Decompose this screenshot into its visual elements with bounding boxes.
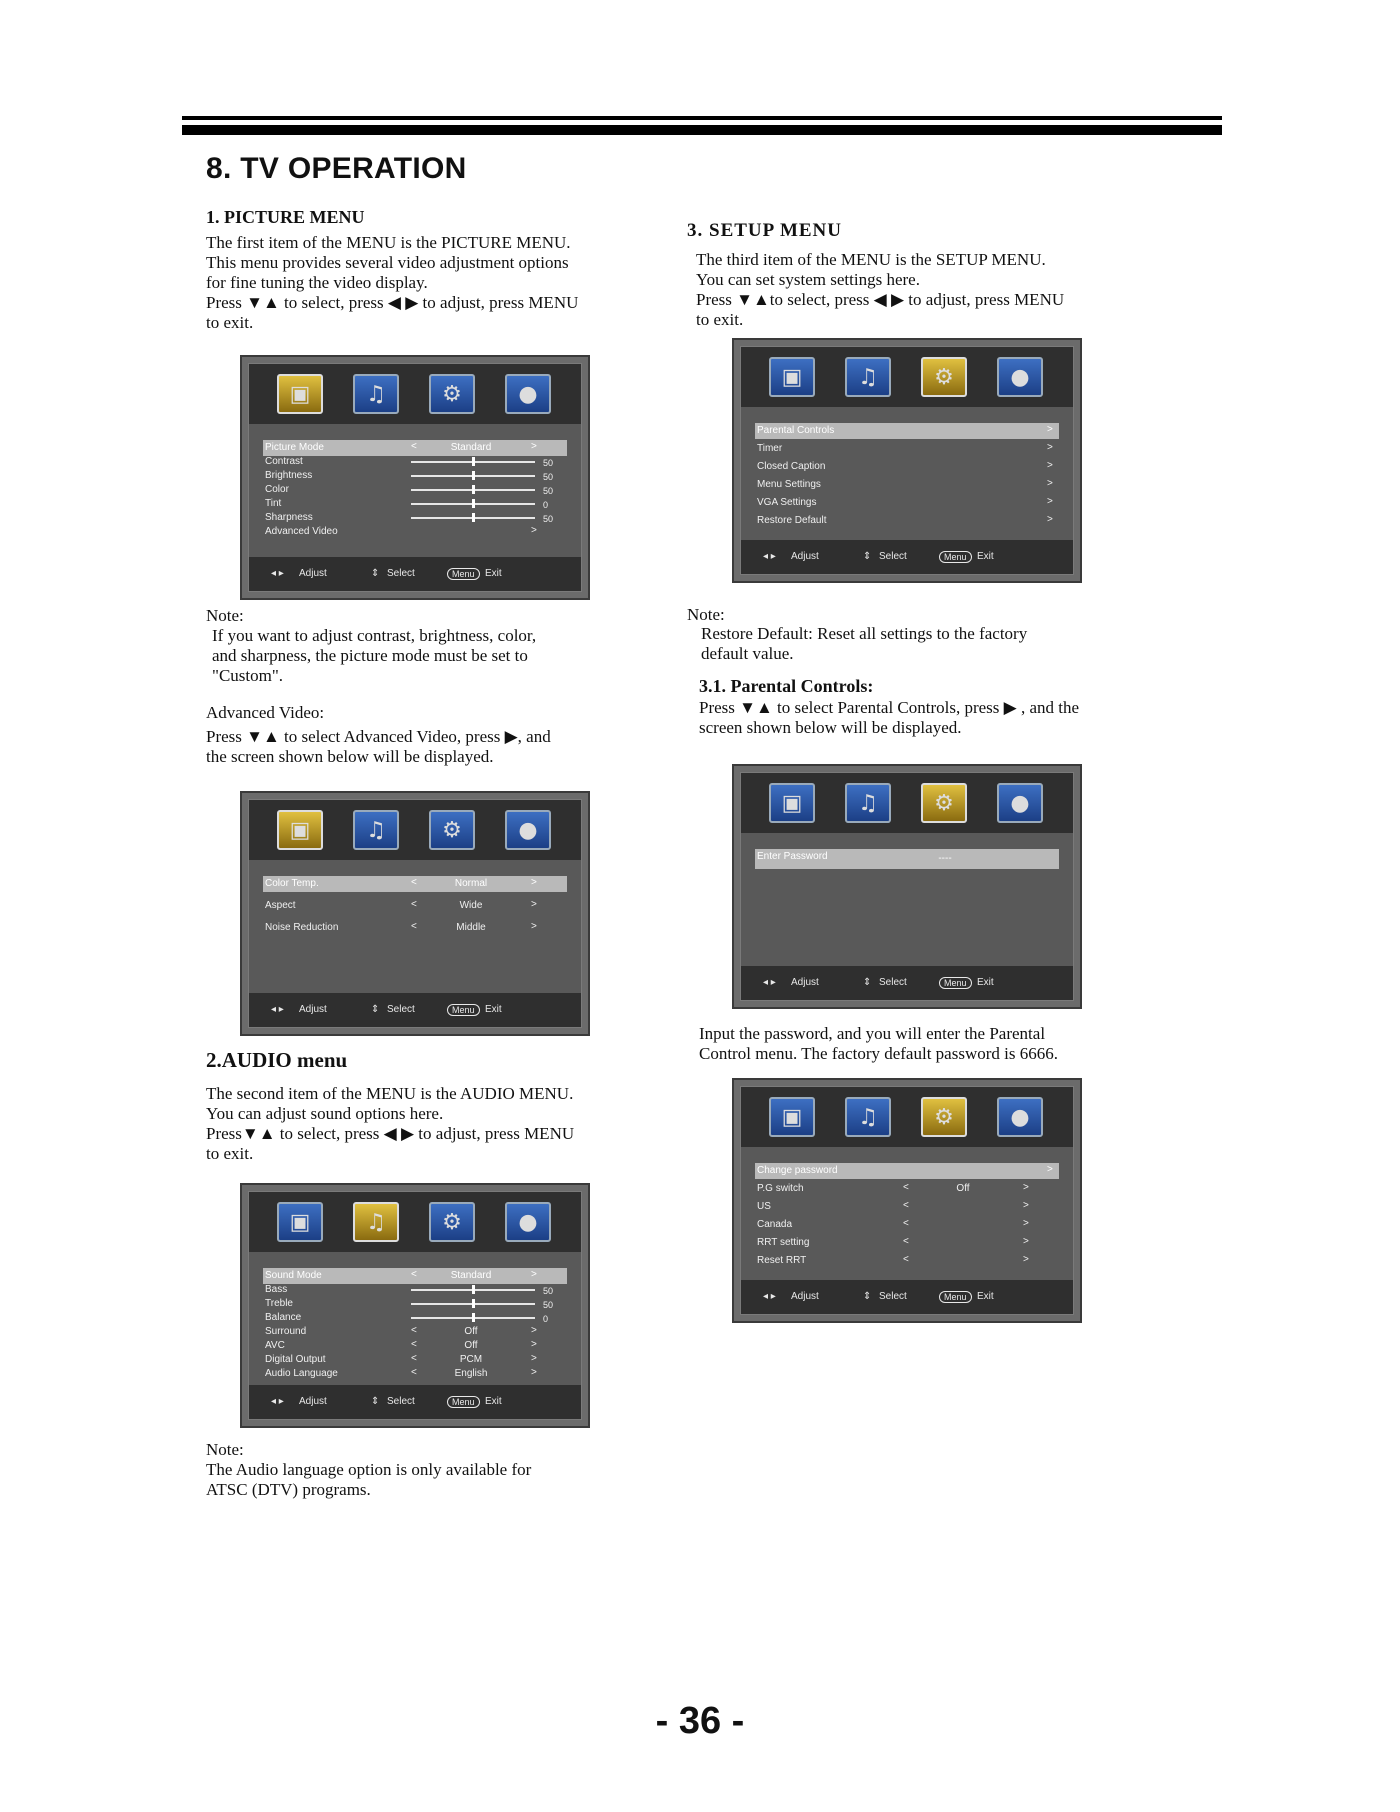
- parental-controls-text: [699, 698, 1079, 738]
- right-arrow-icon[interactable]: >: [1023, 1182, 1029, 1193]
- exit-label: Exit: [977, 1291, 994, 1302]
- text-line: the screen shown below will be displayed.: [206, 747, 494, 766]
- chevron-right-icon[interactable]: >: [1047, 514, 1053, 525]
- menu-key-icon[interactable]: [447, 568, 480, 580]
- select-arrows-icon: ⇕: [863, 977, 872, 988]
- menu-panel: [740, 1086, 1074, 1315]
- adjust-arrows-icon: ◂ ▸: [763, 551, 776, 562]
- exit-label: Exit: [485, 1004, 502, 1015]
- menu-row[interactable]: [755, 1217, 1059, 1233]
- left-arrow-icon[interactable]: <: [903, 1182, 909, 1193]
- menu-key-icon[interactable]: [939, 1291, 972, 1303]
- text-line: to exit.: [206, 313, 254, 332]
- lock-icon-glyph: ●: [1010, 365, 1030, 390]
- menu-icon-bar: [249, 1192, 581, 1252]
- lock-icon[interactable]: [997, 1097, 1043, 1137]
- menu-row[interactable]: [263, 898, 567, 914]
- slider-value: 50: [543, 486, 554, 496]
- menu-row-label: Bass: [265, 1284, 288, 1295]
- menu-footer: [249, 1385, 581, 1419]
- menu-row-value: Off: [464, 1326, 478, 1337]
- text-line: You can set system settings here.: [696, 270, 920, 289]
- audio-note: [206, 1460, 531, 1500]
- menu-row-label: Sharpness: [265, 512, 313, 523]
- menu-row-label: Menu Settings: [757, 479, 821, 490]
- menu-row-label: Brightness: [265, 470, 313, 481]
- left-arrow-icon[interactable]: <: [411, 441, 417, 452]
- menu-row[interactable]: [755, 441, 1059, 457]
- picture-icon-glyph: ▣: [781, 365, 803, 390]
- text-line: Press ▼▲ to select Parental Controls, press ▶ , and the: [699, 698, 1080, 717]
- menu-panel: [740, 346, 1074, 575]
- text-line: ATSC (DTV) programs.: [206, 1480, 371, 1499]
- menu-panel: [248, 1191, 582, 1420]
- text-line: default value.: [701, 644, 794, 663]
- lock-icon-glyph: ●: [1010, 791, 1030, 816]
- audio-intro: [206, 1084, 574, 1164]
- select-label: Select: [879, 977, 907, 988]
- menu-row-value: Off: [956, 1183, 970, 1194]
- text-line: Press ▼▲ to select, press ◀ ▶ to adjust, press MENU: [206, 293, 579, 312]
- menu-footer: [741, 540, 1073, 574]
- exit-label: Exit: [977, 551, 994, 562]
- menu-key-label: Menu: [447, 568, 480, 580]
- text-line: The second item of the MENU is the AUDIO MENU.: [206, 1084, 574, 1103]
- left-arrow-icon[interactable]: <: [903, 1200, 909, 1211]
- picture-icon-glyph: ▣: [289, 382, 311, 407]
- setup-icon[interactable]: [429, 810, 475, 850]
- menu-row-label: Contrast: [265, 456, 303, 467]
- password-screen: [732, 764, 1082, 1009]
- right-arrow-icon[interactable]: >: [531, 1367, 537, 1378]
- setup-note-label: Note:: [687, 605, 725, 624]
- audio-icon[interactable]: [845, 783, 891, 823]
- text-line: "Custom".: [212, 666, 284, 685]
- right-arrow-icon[interactable]: >: [531, 921, 537, 932]
- menu-key-icon[interactable]: [447, 1004, 480, 1016]
- text-line: Control menu. The factory default password is 6666.: [699, 1044, 1058, 1063]
- adjust-arrows-icon: ◂ ▸: [271, 1004, 284, 1015]
- left-arrow-icon[interactable]: <: [411, 1269, 417, 1280]
- picture-intro: [206, 233, 578, 333]
- exit-label: Exit: [977, 977, 994, 988]
- page-number: - 36 -: [655, 1700, 745, 1742]
- menu-icon-bar: [249, 364, 581, 424]
- right-arrow-icon[interactable]: >: [1023, 1218, 1029, 1229]
- menu-row-label: RRT setting: [757, 1237, 810, 1248]
- menu-panel: [248, 363, 582, 592]
- text-line: Press ▼▲to select, press ◀ ▶ to adjust, press MENU: [696, 290, 1065, 309]
- select-arrows-icon: ⇕: [863, 1291, 872, 1302]
- page-title: 8. TV OPERATION: [206, 152, 467, 185]
- setup-icon-glyph: ⚙: [442, 1210, 462, 1235]
- menu-row[interactable]: [755, 1181, 1059, 1197]
- text-line: Input the password, and you will enter the Parental: [699, 1024, 1046, 1043]
- chevron-right-icon[interactable]: >: [1047, 1164, 1053, 1175]
- left-arrow-icon[interactable]: <: [903, 1236, 909, 1247]
- menu-icon-bar: [741, 773, 1073, 833]
- menu-footer: [249, 557, 581, 591]
- menu-row-label: Sound Mode: [265, 1270, 322, 1281]
- text-line: Restore Default: Reset all settings to the factory: [701, 624, 1028, 643]
- menu-row-label: Restore Default: [757, 515, 827, 526]
- slider-knob[interactable]: [472, 471, 475, 480]
- text-line: The Audio language option is only available for: [206, 1460, 532, 1479]
- right-arrow-icon[interactable]: >: [531, 441, 537, 452]
- audio-icon-glyph: ♫: [858, 365, 878, 390]
- select-arrows-icon: ⇕: [371, 568, 380, 579]
- left-arrow-icon[interactable]: <: [411, 1339, 417, 1350]
- menu-row[interactable]: [755, 1199, 1059, 1215]
- menu-row-label: Reset RRT: [757, 1255, 807, 1266]
- menu-row[interactable]: [755, 849, 1059, 869]
- menu-row-label: Color Temp.: [265, 878, 319, 889]
- audio-icon-glyph: ♫: [366, 818, 386, 843]
- slider-knob[interactable]: [472, 457, 475, 466]
- audio-icon-glyph: ♫: [366, 382, 386, 407]
- slider-value: 50: [543, 458, 554, 468]
- menu-row[interactable]: [755, 459, 1059, 475]
- menu-row-label: Color: [265, 484, 289, 495]
- left-arrow-icon[interactable]: <: [411, 877, 417, 888]
- menu-panel: [248, 799, 582, 1028]
- menu-icon-bar: [741, 347, 1073, 407]
- menu-row-label: Noise Reduction: [265, 922, 339, 933]
- slider-knob[interactable]: [472, 1313, 475, 1322]
- menu-row-label: Audio Language: [265, 1368, 338, 1379]
- right-arrow-icon[interactable]: >: [531, 1269, 537, 1280]
- setup-menu-screen: [732, 338, 1082, 583]
- menu-row-label: Digital Output: [265, 1354, 326, 1365]
- picture-icon-glyph: ▣: [289, 818, 311, 843]
- left-arrow-icon[interactable]: <: [411, 1353, 417, 1364]
- picture-icon[interactable]: [769, 783, 815, 823]
- picture-icon[interactable]: [769, 1097, 815, 1137]
- audio-icon[interactable]: [353, 810, 399, 850]
- menu-row-label: Closed Caption: [757, 461, 826, 472]
- left-arrow-icon[interactable]: <: [903, 1254, 909, 1265]
- password-field[interactable]: ----: [938, 853, 952, 864]
- right-arrow-icon[interactable]: >: [1023, 1254, 1029, 1265]
- menu-row[interactable]: [263, 1366, 567, 1382]
- menu-row-label: Timer: [757, 443, 783, 454]
- picture-icon-glyph: ▣: [781, 791, 803, 816]
- lock-icon[interactable]: [997, 783, 1043, 823]
- left-arrow-icon[interactable]: <: [903, 1218, 909, 1229]
- adjust-label: Adjust: [299, 1396, 327, 1407]
- right-arrow-icon[interactable]: >: [531, 1339, 537, 1350]
- menu-row-label: Surround: [265, 1326, 307, 1337]
- picture-icon[interactable]: [277, 1202, 323, 1242]
- chevron-right-icon[interactable]: >: [1047, 442, 1053, 453]
- slider-value: 50: [543, 472, 554, 482]
- text-line: The first item of the MENU is the PICTURE MENU.: [206, 233, 571, 252]
- menu-row-value: Middle: [456, 922, 486, 933]
- text-line: If you want to adjust contrast, brightness, color,: [212, 626, 537, 645]
- right-arrow-icon[interactable]: >: [1023, 1236, 1029, 1247]
- adjust-label: Adjust: [791, 551, 819, 562]
- adjust-arrows-icon: ◂ ▸: [271, 1396, 284, 1407]
- text-line: to exit.: [696, 310, 744, 329]
- text-line: and sharpness, the picture mode must be set to: [212, 646, 528, 665]
- text-line: Press ▼▲ to select Advanced Video, press ▶, and: [206, 727, 551, 746]
- exit-label: Exit: [485, 1396, 502, 1407]
- left-arrow-icon[interactable]: <: [411, 1367, 417, 1378]
- picture-note: [212, 626, 536, 686]
- chevron-right-icon[interactable]: >: [1047, 424, 1053, 435]
- text-line: for fine tuning the video display.: [206, 273, 428, 292]
- setup-note: [701, 624, 1027, 664]
- setup-icon-glyph: ⚙: [934, 1105, 954, 1130]
- select-arrows-icon: ⇕: [863, 551, 872, 562]
- audio-menu-screen: [240, 1183, 590, 1428]
- lock-icon[interactable]: [997, 357, 1043, 397]
- select-arrows-icon: ⇕: [371, 1004, 380, 1015]
- menu-row[interactable]: [755, 1163, 1059, 1179]
- setup-icon-glyph: ⚙: [442, 818, 462, 843]
- setup-icon[interactable]: [921, 783, 967, 823]
- select-label: Select: [879, 551, 907, 562]
- text-line: This menu provides several video adjustment options: [206, 253, 569, 272]
- adjust-label: Adjust: [791, 977, 819, 988]
- adjust-arrows-icon: ◂ ▸: [763, 977, 776, 988]
- menu-row-value: Standard: [450, 1270, 492, 1281]
- menu-row[interactable]: [263, 524, 567, 540]
- left-arrow-icon[interactable]: <: [411, 899, 417, 910]
- menu-row[interactable]: [755, 1253, 1059, 1269]
- top-rule-thin: [182, 116, 1222, 120]
- left-arrow-icon[interactable]: <: [411, 921, 417, 932]
- audio-icon-glyph: ♫: [366, 1210, 386, 1235]
- text-line: The third item of the MENU is the SETUP MENU.: [696, 250, 1046, 269]
- audio-icon[interactable]: [353, 1202, 399, 1242]
- setup-icon[interactable]: [921, 1097, 967, 1137]
- text-line: to exit.: [206, 1144, 254, 1163]
- menu-row-label: Picture Mode: [265, 442, 324, 453]
- picture-icon-glyph: ▣: [289, 1210, 311, 1235]
- menu-row-label: VGA Settings: [757, 497, 817, 508]
- top-rule-thick: [182, 125, 1222, 135]
- adjust-label: Adjust: [299, 568, 327, 579]
- advanced-video-screen: [240, 791, 590, 1036]
- menu-row-label: AVC: [265, 1340, 285, 1351]
- chevron-right-icon[interactable]: >: [1047, 478, 1053, 489]
- chevron-right-icon[interactable]: >: [531, 525, 537, 536]
- setup-icon[interactable]: [429, 374, 475, 414]
- audio-icon[interactable]: [353, 374, 399, 414]
- slider-knob[interactable]: [472, 1299, 475, 1308]
- menu-row-value: Standard: [450, 442, 492, 453]
- menu-row[interactable]: [263, 876, 567, 892]
- slider-value: 50: [543, 1286, 554, 1296]
- right-arrow-icon[interactable]: >: [531, 877, 537, 888]
- parental-menu-screen: [732, 1078, 1082, 1323]
- slider-value: 0: [543, 1314, 549, 1324]
- text-line: screen shown below will be displayed.: [699, 718, 962, 737]
- menu-footer: [249, 993, 581, 1027]
- password-text: [699, 1024, 1058, 1064]
- slider-value: 0: [543, 500, 549, 510]
- text-line: You can adjust sound options here.: [206, 1104, 444, 1123]
- menu-icon-bar: [741, 1087, 1073, 1147]
- setup-menu-heading: 3. SETUP MENU: [687, 220, 842, 241]
- menu-row-value: Off: [464, 1340, 478, 1351]
- setup-icon-glyph: ⚙: [442, 382, 462, 407]
- lock-icon-glyph: ●: [518, 382, 538, 407]
- menu-row[interactable]: [755, 423, 1059, 439]
- right-arrow-icon[interactable]: >: [1023, 1200, 1029, 1211]
- menu-row-label: Aspect: [265, 900, 296, 911]
- setup-icon[interactable]: [429, 1202, 475, 1242]
- menu-key-icon[interactable]: [939, 551, 972, 563]
- setup-icon-glyph: ⚙: [934, 791, 954, 816]
- slider-knob[interactable]: [472, 485, 475, 494]
- menu-icon-bar: [249, 800, 581, 860]
- slider-knob[interactable]: [472, 513, 475, 522]
- menu-key-label: Menu: [939, 1291, 972, 1303]
- menu-row-value: Normal: [454, 878, 488, 889]
- menu-row[interactable]: [755, 495, 1059, 511]
- menu-row[interactable]: [755, 477, 1059, 493]
- text-line: Press▼▲ to select, press ◀ ▶ to adjust, press MENU: [206, 1124, 575, 1143]
- advanced-video-text: [206, 727, 551, 767]
- slider-value: 50: [543, 514, 554, 524]
- menu-row-label: Tint: [265, 498, 282, 509]
- chevron-right-icon[interactable]: >: [1047, 496, 1053, 507]
- picture-icon[interactable]: [769, 357, 815, 397]
- menu-key-icon[interactable]: [447, 1396, 480, 1408]
- left-arrow-icon[interactable]: <: [411, 1325, 417, 1336]
- select-label: Select: [879, 1291, 907, 1302]
- menu-key-label: Menu: [939, 551, 972, 563]
- menu-row[interactable]: [755, 513, 1059, 529]
- adjust-label: Adjust: [791, 1291, 819, 1302]
- exit-label: Exit: [485, 568, 502, 579]
- picture-icon[interactable]: [277, 374, 323, 414]
- slider-knob[interactable]: [472, 499, 475, 508]
- right-arrow-icon[interactable]: >: [531, 899, 537, 910]
- menu-key-icon[interactable]: [939, 977, 972, 989]
- menu-row[interactable]: [755, 1235, 1059, 1251]
- parental-controls-heading: 3.1. Parental Controls:: [699, 676, 874, 696]
- picture-menu-screen: [240, 355, 590, 600]
- select-label: Select: [387, 1004, 415, 1015]
- chevron-right-icon[interactable]: >: [1047, 460, 1053, 471]
- menu-row-label: Balance: [265, 1312, 302, 1323]
- menu-key-label: Menu: [447, 1004, 480, 1016]
- picture-note-label: Note:: [206, 606, 244, 625]
- audio-menu-heading: 2.AUDIO menu: [206, 1048, 348, 1072]
- picture-icon-glyph: ▣: [781, 1105, 803, 1130]
- menu-row-label: US: [757, 1201, 771, 1212]
- audio-icon-glyph: ♫: [858, 791, 878, 816]
- lock-icon[interactable]: [505, 1202, 551, 1242]
- menu-row-label: Enter Password: [757, 851, 828, 862]
- menu-row-value: Wide: [459, 900, 483, 911]
- menu-row-label: P.G switch: [757, 1183, 804, 1194]
- slider-value: 50: [543, 1300, 554, 1310]
- menu-panel: [740, 772, 1074, 1001]
- menu-row-label: Canada: [757, 1219, 793, 1230]
- audio-icon[interactable]: [845, 1097, 891, 1137]
- right-arrow-icon[interactable]: >: [531, 1353, 537, 1364]
- menu-row-label: Advanced Video: [265, 526, 338, 537]
- adjust-label: Adjust: [299, 1004, 327, 1015]
- select-arrows-icon: ⇕: [371, 1396, 380, 1407]
- setup-intro: [696, 250, 1064, 330]
- picture-icon[interactable]: [277, 810, 323, 850]
- select-label: Select: [387, 568, 415, 579]
- menu-key-label: Menu: [447, 1396, 480, 1408]
- menu-row-value: English: [454, 1368, 488, 1379]
- lock-icon[interactable]: [505, 810, 551, 850]
- lock-icon-glyph: ●: [518, 1210, 538, 1235]
- menu-key-label: Menu: [939, 977, 972, 989]
- audio-icon-glyph: ♫: [858, 1105, 878, 1130]
- menu-footer: [741, 1280, 1073, 1314]
- menu-row-label: Treble: [265, 1298, 293, 1309]
- lock-icon[interactable]: [505, 374, 551, 414]
- menu-row-value: PCM: [459, 1354, 483, 1365]
- right-arrow-icon[interactable]: >: [531, 1325, 537, 1336]
- menu-row-label: Parental Controls: [757, 425, 835, 436]
- menu-row-label: Change password: [757, 1165, 838, 1176]
- lock-icon-glyph: ●: [518, 818, 538, 843]
- menu-footer: [741, 966, 1073, 1000]
- audio-icon[interactable]: [845, 357, 891, 397]
- setup-icon[interactable]: [921, 357, 967, 397]
- advanced-video-label: Advanced Video:: [206, 703, 325, 722]
- picture-menu-heading: 1. PICTURE MENU: [206, 207, 365, 227]
- setup-icon-glyph: ⚙: [934, 365, 954, 390]
- adjust-arrows-icon: ◂ ▸: [763, 1291, 776, 1302]
- menu-row[interactable]: [263, 920, 567, 936]
- adjust-arrows-icon: ◂ ▸: [271, 568, 284, 579]
- audio-note-label: Note:: [206, 1440, 244, 1459]
- select-label: Select: [387, 1396, 415, 1407]
- slider-knob[interactable]: [472, 1285, 475, 1294]
- lock-icon-glyph: ●: [1010, 1105, 1030, 1130]
